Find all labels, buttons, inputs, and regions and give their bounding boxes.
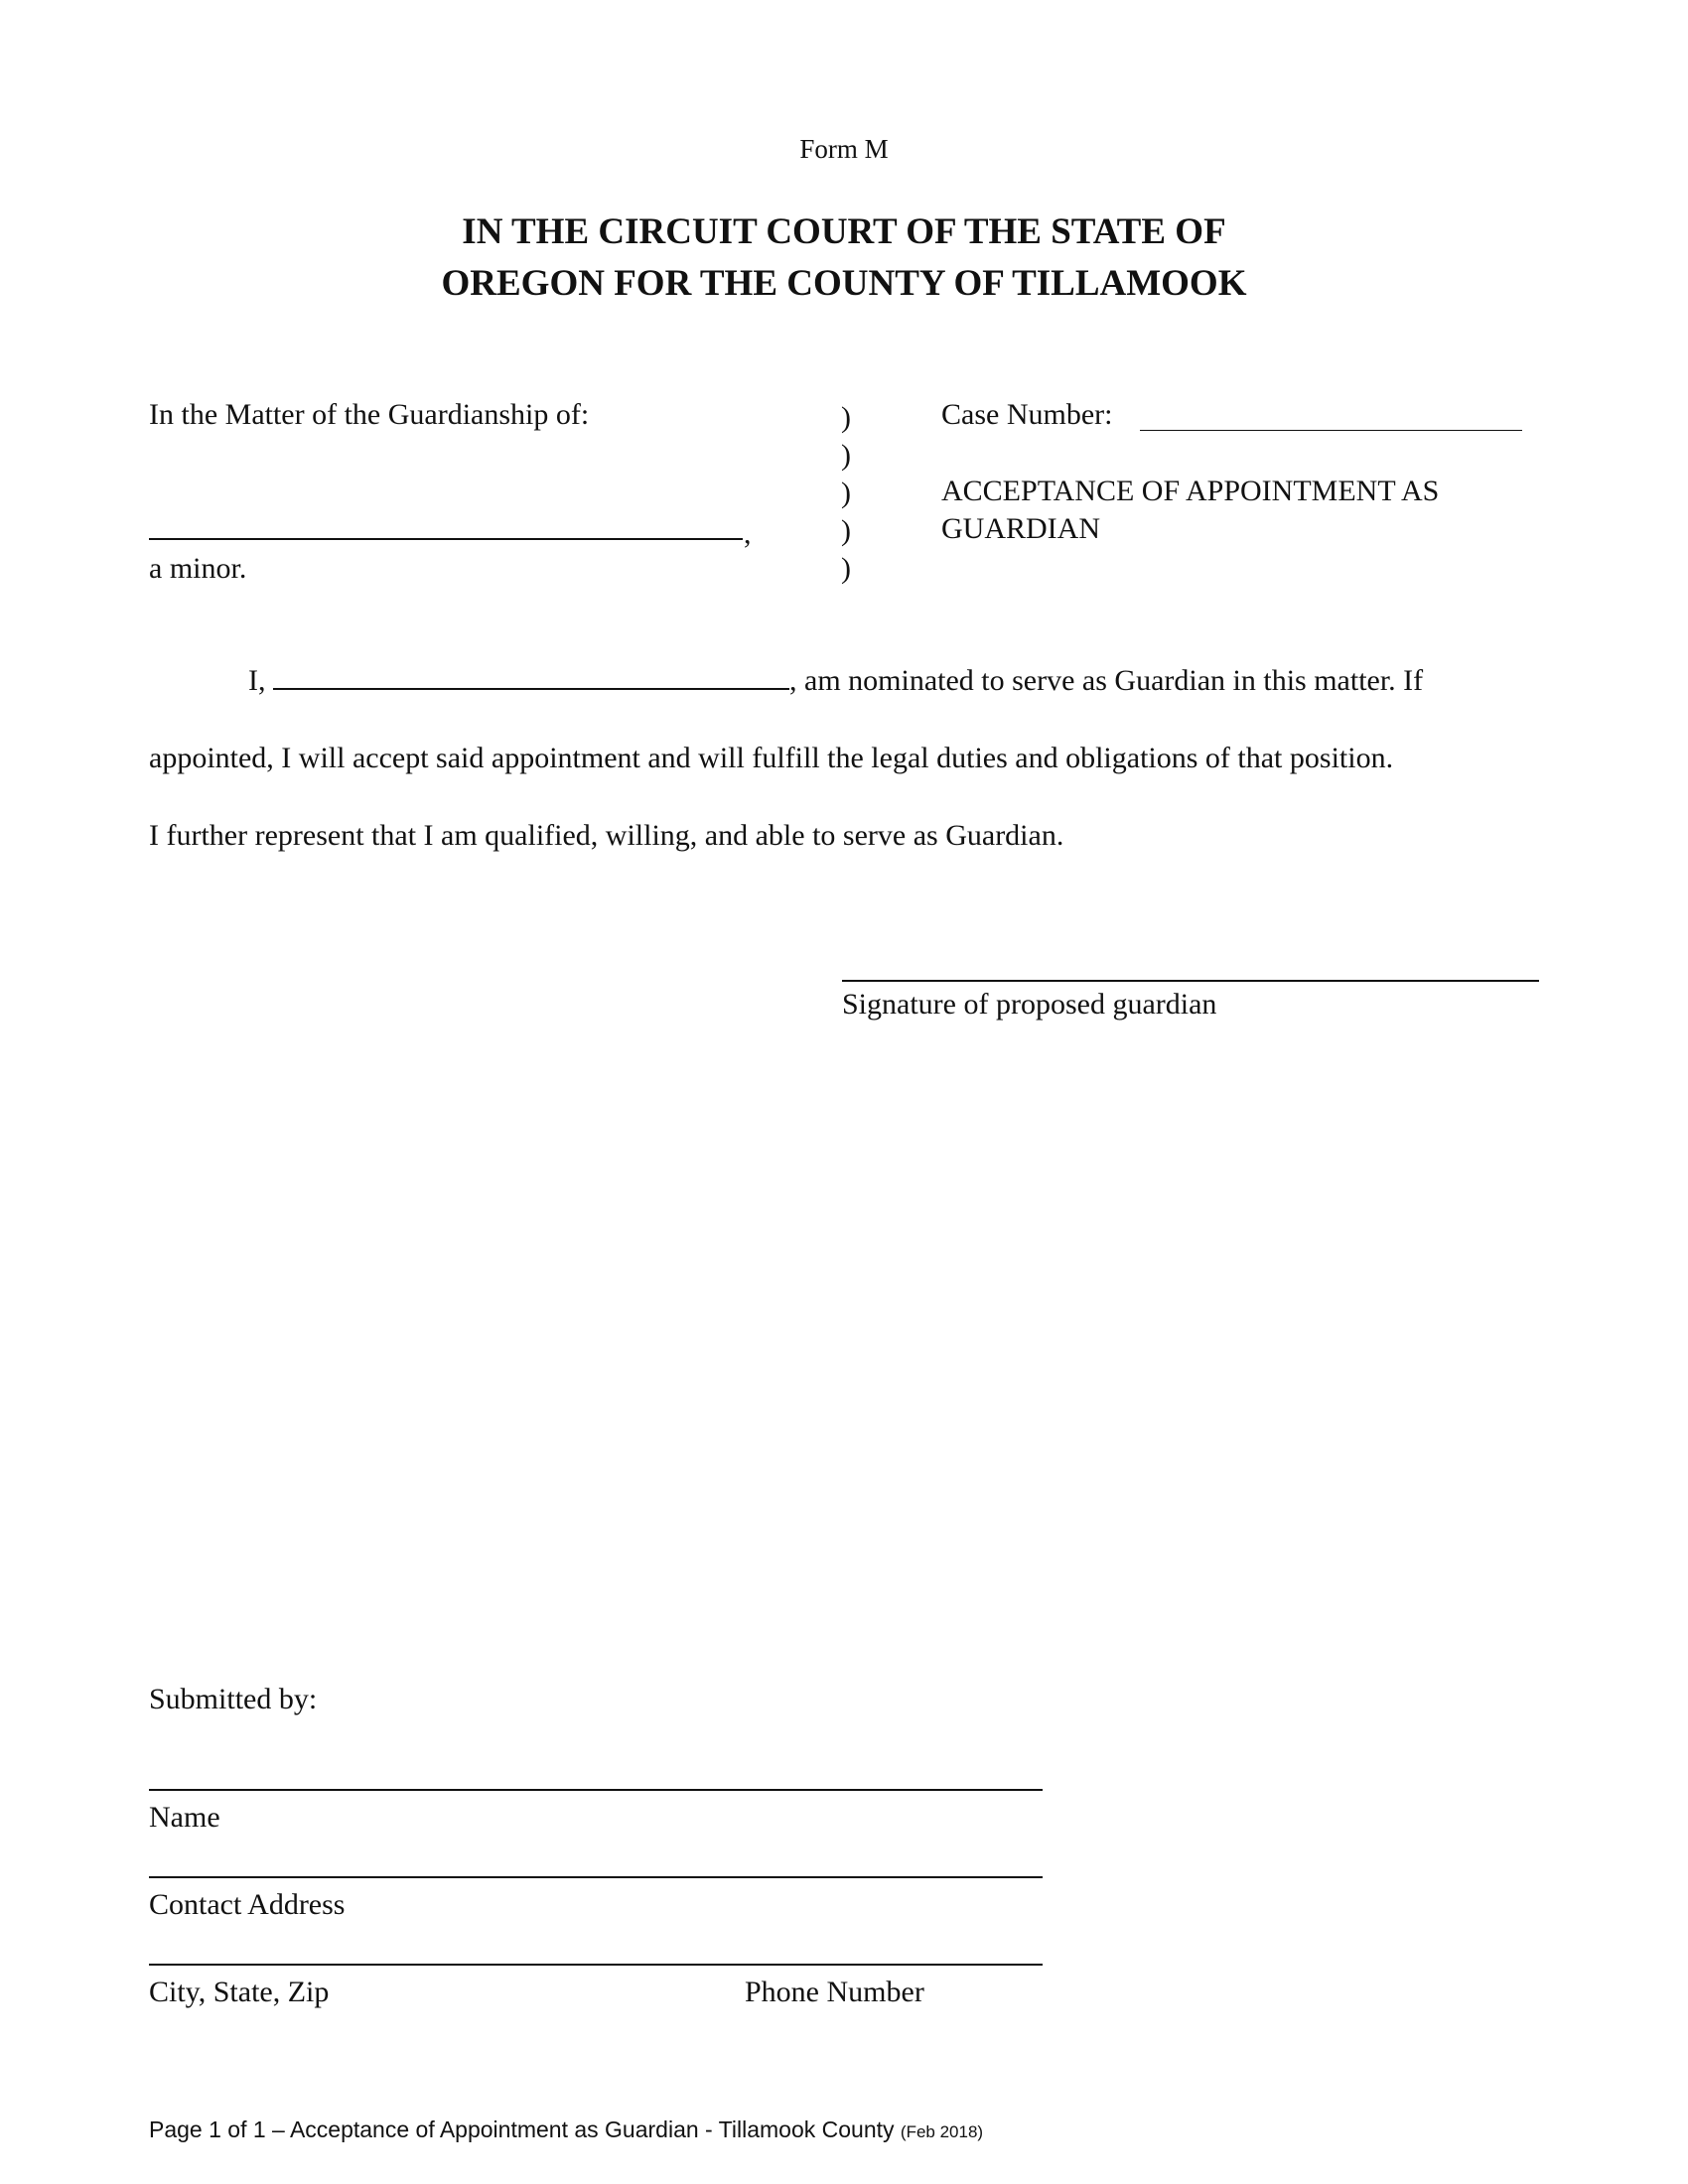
paren: ) [841,477,851,509]
matter-label: In the Matter of the Guardianship of: [149,398,590,431]
form-label: Form M [799,134,889,164]
paragraph-line-1-rest: , am nominated to serve as Guardian in this matter. If [789,664,1424,697]
footer-text: Page 1 of 1 – Acceptance of Appointment as Guardian - Tillamook County [149,2116,895,2142]
acceptance-paragraph [149,642,1423,875]
city-state-zip-line[interactable] [149,1964,1043,1966]
signature-line[interactable] [842,980,1539,982]
minor-label: a minor. [149,552,247,585]
case-number-field[interactable] [1140,430,1522,431]
paren: ) [841,514,851,547]
city-state-zip-label: City, State, Zip [149,1976,330,2008]
document-title-line-2: GUARDIAN [941,512,1100,545]
court-title-line-1: IN THE CIRCUIT COURT OF THE STATE OF [462,211,1226,252]
name-line[interactable] [149,1789,1043,1791]
paren: ) [841,552,851,585]
caption-divider [841,399,861,588]
minor-name-comma: , [744,517,752,550]
paragraph-line-1 [149,642,1423,720]
phone-number-label: Phone Number [745,1976,924,2008]
contact-address-line[interactable] [149,1876,1043,1878]
footer-date: (Feb 2018) [900,2122,984,2141]
court-title [0,206,1688,310]
submitted-by-heading: Submitted by: [149,1683,318,1715]
paragraph-prefix: I, [248,664,266,697]
contact-address-label: Contact Address [149,1888,346,1921]
paragraph-line-3: I further represent that I am qualified, willing, and able to serve as Guardian. [149,819,1064,852]
paragraph-line-2: appointed, I will accept said appointment and will fulfill the legal duties and obligations of that position. [149,742,1394,774]
guardian-name-field[interactable] [273,662,789,690]
signature-label: Signature of proposed guardian [842,988,1217,1021]
minor-name-line[interactable] [149,538,743,540]
document-title-line-1: ACCEPTANCE OF APPOINTMENT AS [941,475,1440,507]
court-title-line-2: OREGON FOR THE COUNTY OF TILLAMOOK [441,263,1247,304]
paren: ) [841,439,851,472]
paren: ) [841,401,851,434]
name-label: Name [149,1801,220,1834]
case-number-label: Case Number: [941,398,1113,431]
page-footer [149,2116,983,2146]
